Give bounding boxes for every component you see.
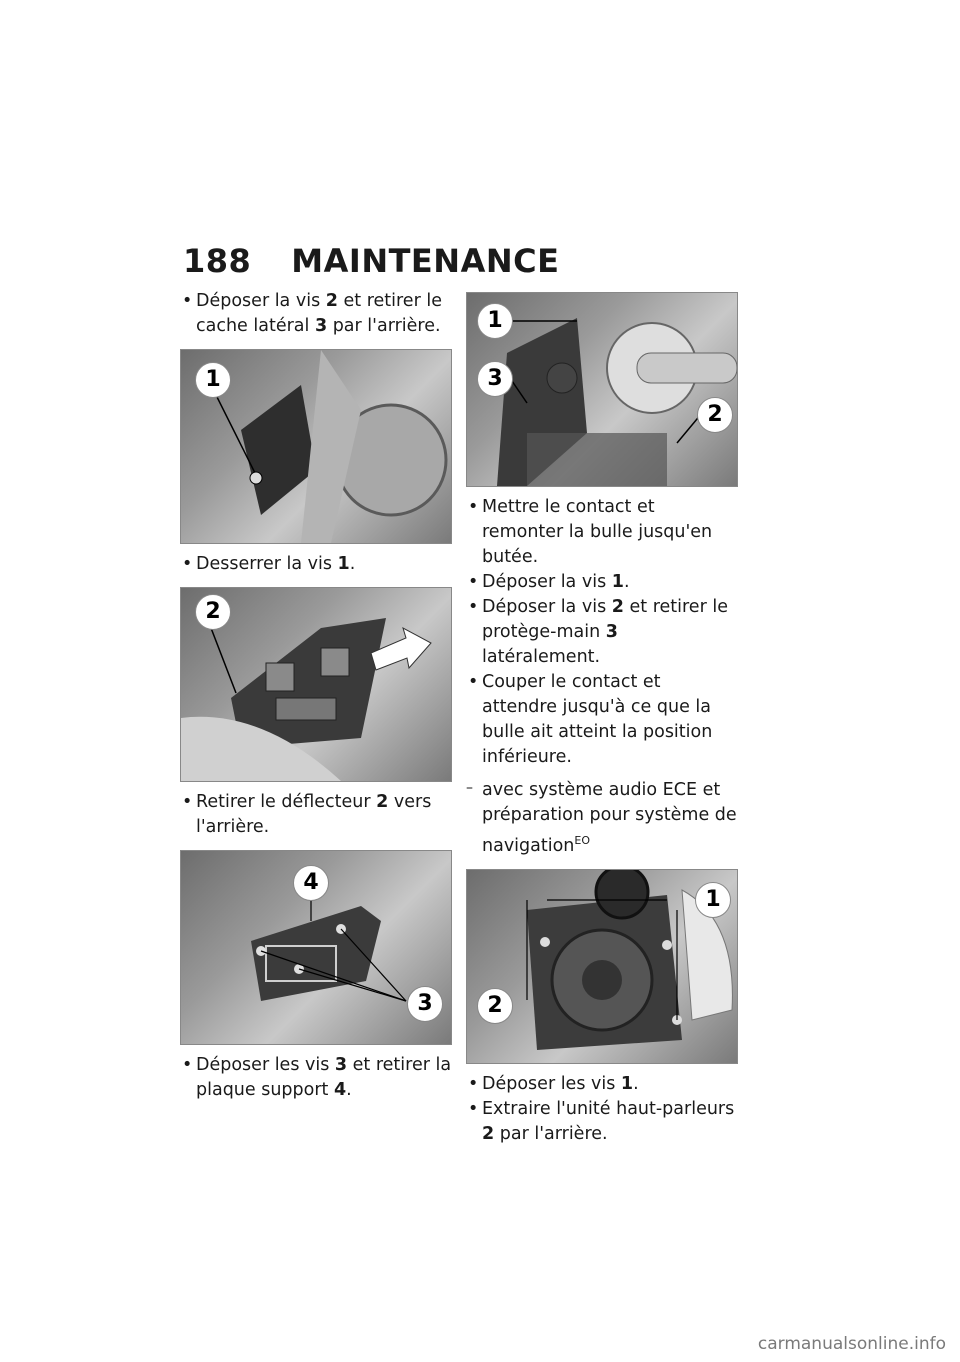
step-loosen-screw: • Desserrer la vis 1. [180,552,455,577]
figure-hand-guard [466,292,738,487]
figure-deflector [180,587,452,782]
watermark: carmanualsonline.info [757,1334,946,1354]
callout-2: 2 [195,594,231,630]
callout-3: 3 [477,361,513,397]
page-number: 188 [183,242,252,280]
step-ignition-off: • Couper le contact et attendre jusqu'à ce que la bulle ait atteint la position inférieure. [466,670,741,770]
figure-speaker-unit [466,869,738,1064]
step-ignition-on: • Mettre le contact et remonter la bulle jusqu'en butée. [466,495,741,570]
callout-2: 2 [697,397,733,433]
figure-side-cover [180,349,452,544]
left-column [180,289,455,1103]
callout-2: 2 [477,988,513,1024]
step-remove-hand-guard: • Déposer la vis 2 et retirer le protège-main 3 latéralement. [466,595,741,670]
condition-audio-system: – avec système audio ECE et préparation pour système de navigation$^{EO}$ [466,778,741,859]
step-remove-deflector: • Retirer le déflecteur 2 vers l'arrière. [180,790,455,840]
callout-4: 4 [293,865,329,901]
figure-support-plate [180,850,452,1045]
step-remove-side-cover: • Déposer la vis 2 et retirer le cache latéral 3 par l'arrière. [180,289,455,339]
step-remove-screws-1: • Déposer les vis 1. [466,1072,741,1097]
callout-1: 1 [195,362,231,398]
callout-3: 3 [407,986,443,1022]
right-column [466,292,741,1147]
callout-1: 1 [477,303,513,339]
section-title: MAINTENANCE [291,242,560,280]
callout-1: 1 [695,882,731,918]
step-remove-support-plate: • Déposer les vis 3 et retirer la plaque support 4. [180,1053,455,1103]
page-header [183,242,559,280]
step-remove-screw-1: • Déposer la vis 1. [466,570,741,595]
step-extract-speaker-unit: • Extraire l'unité haut-parleurs 2 par l'arrière. [466,1097,741,1147]
